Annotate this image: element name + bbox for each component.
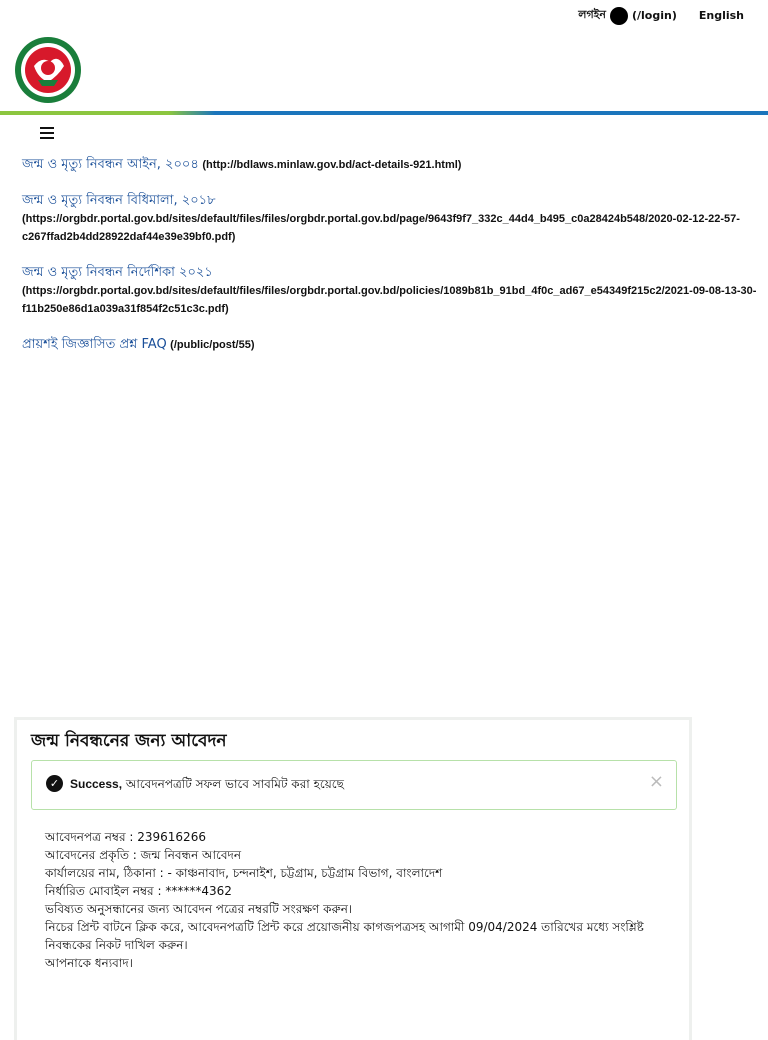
card-title: জন্ম নিবন্ধনের জন্য আবেদন [31, 731, 227, 751]
list-item[interactable] [22, 264, 768, 318]
bdris-seal-logo-icon[interactable] [14, 36, 82, 104]
detail-line: আপনাকে ধন্যবাদ। [45, 956, 133, 970]
link-url: (https://orgbdr.portal.gov.bd/sites/default/files/files/orgbdr.portal.gov.bd/page/9643f9f7_332c_44d4_b495_c0a28424b548/2020-02-12-22-57-c267ffad2b4dd28922daf44e39e39bf0.pdf) [22, 213, 740, 243]
close-icon[interactable]: × [648, 771, 664, 792]
link-title[interactable]: জন্ম ও মৃত্যু নিবন্ধন আইন, ২০০৪ [22, 157, 199, 172]
alert-strong: Success, [70, 777, 123, 791]
link-url: (/public/post/55) [170, 339, 255, 351]
link-title[interactable]: জন্ম ও মৃত্যু নিবন্ধন বিধিমালা, ২০১৮ [22, 193, 216, 208]
law-links-list [22, 156, 768, 372]
header-stripe [0, 111, 768, 115]
detail-line: আবেদনের প্রকৃতি : জন্ম নিবন্ধন আবেদন [45, 848, 242, 862]
link-title[interactable]: জন্ম ও মৃত্যু নিবন্ধন নির্দেশিকা ২০২১ [22, 265, 213, 280]
check-circle-icon: ✓ [46, 775, 63, 792]
success-alert [31, 760, 677, 810]
detail-line: ভবিষ্যত অনুসন্ধানের জন্য আবেদন পত্রের নম্বরটি সংরক্ষণ করুন। [45, 902, 353, 916]
detail-line: নির্ধারিত মোবাইল নম্বর : ******4362 [45, 884, 232, 898]
list-item[interactable] [22, 156, 768, 174]
link-url: (https://orgbdr.portal.gov.bd/sites/default/files/files/orgbdr.portal.gov.bd/policies/1089b81b_91bd_4f0c_ad67_e54349f215c2/2021-09-08-13-30-f11b250e86d1a039a31f854f2c51c3c.pdf) [22, 285, 757, 315]
application-card [14, 717, 692, 1040]
menu-icon[interactable] [40, 127, 54, 141]
detail-line: কার্যালয়ের নাম, ঠিকানা : - কাঞ্চনাবাদ, চন্দনাইশ, চট্টগ্রাম, চট্টগ্রাম বিভাগ, বাংলাদেশ [45, 866, 443, 880]
login-label[interactable]: লগইন [578, 8, 606, 21]
login-link[interactable]: (/login) [631, 9, 677, 22]
language-switch[interactable]: English [698, 9, 744, 22]
list-item[interactable] [22, 192, 768, 246]
alert-text: আবেদনপত্রটি সফল ভাবে সাবমিট করা হয়েছে [122, 777, 344, 791]
top-bar [578, 6, 744, 25]
login-icon[interactable] [610, 7, 628, 25]
link-title[interactable]: প্রায়শই জিজ্ঞাসিত প্রশ্ন FAQ [22, 337, 167, 352]
detail-line: নিচের প্রিন্ট বাটনে ক্লিক করে, আবেদনপত্রটি প্রিন্ট করে প্রয়োজনীয় কাগজপত্রসহ আগামী 09/04/2024 তারিখের মধ্যে সংশ্লিষ্ট নিবন্ধকের নিকট দাখিল করুন। [45, 920, 644, 952]
detail-line: আবেদনপত্র নম্বর : 239616266 [45, 830, 206, 844]
link-url: (http://bdlaws.minlaw.gov.bd/act-details-921.html) [202, 159, 462, 171]
application-details [45, 828, 665, 972]
list-item[interactable] [22, 336, 768, 354]
alert-message [70, 775, 344, 793]
